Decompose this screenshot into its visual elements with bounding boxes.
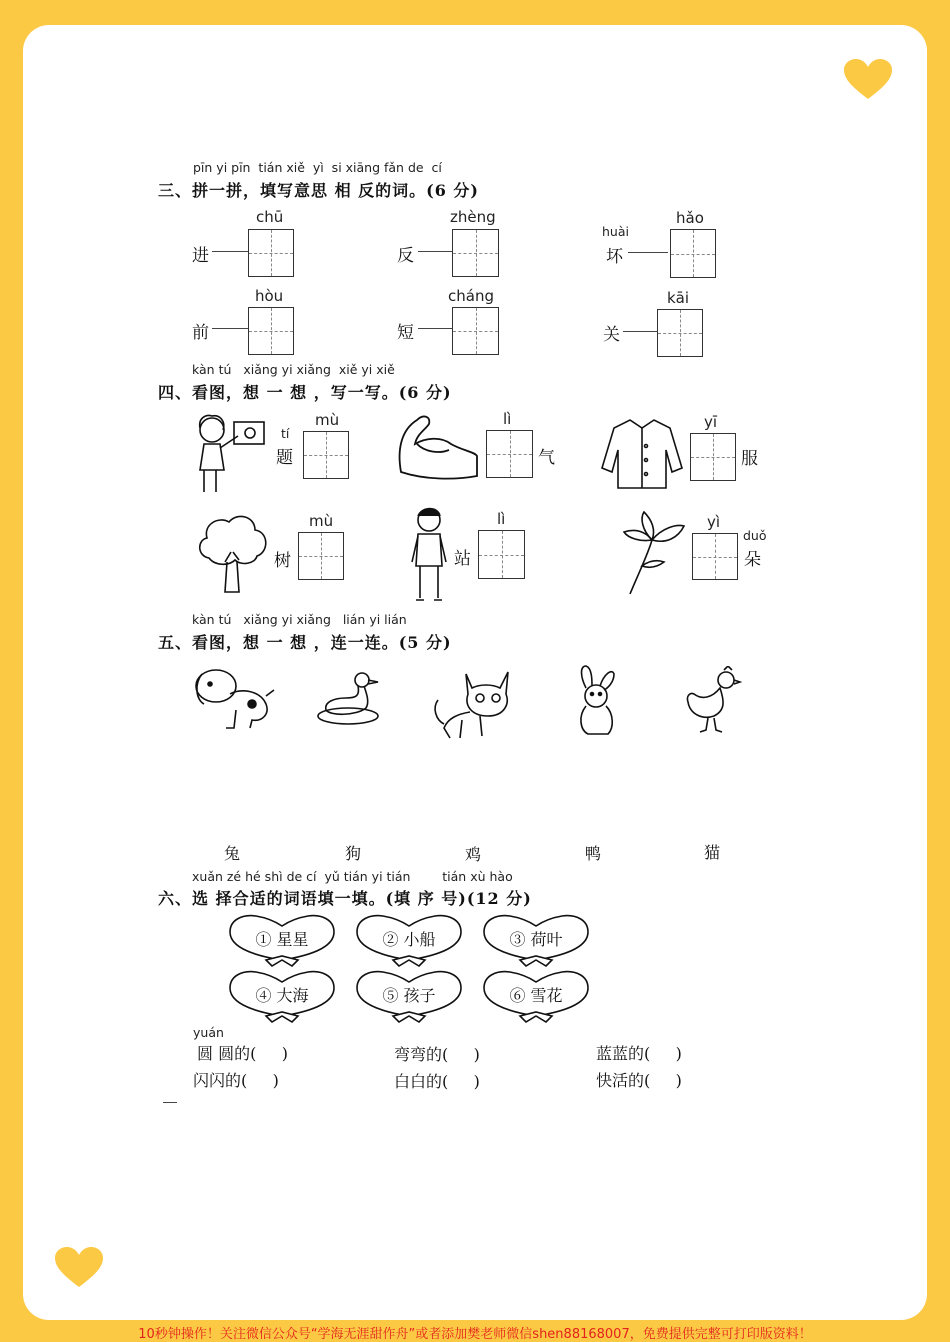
- section3-pinyin: pīn yi pīn tián xiě yì si xiāng fǎn de cí: [193, 160, 442, 175]
- s4-before-char: 站: [454, 549, 471, 569]
- tree-picture: [195, 512, 271, 596]
- divider: [163, 1102, 177, 1103]
- cat-picture: [430, 664, 520, 742]
- s3-answer-pinyin: kāi: [667, 289, 690, 307]
- option-label: ④ 大海: [255, 986, 309, 1005]
- option-tag: [226, 968, 338, 1024]
- connector-line: [212, 251, 248, 252]
- s3-word: 坏: [606, 247, 623, 267]
- answer-box[interactable]: [690, 433, 736, 481]
- duck-picture: [316, 668, 382, 726]
- answer-box[interactable]: [452, 307, 499, 355]
- answer-box[interactable]: [248, 229, 294, 277]
- s3-answer-pinyin: cháng: [448, 287, 494, 305]
- fill-in-blank[interactable]: 白白的( ): [394, 1072, 480, 1091]
- standing-boy-picture: [408, 504, 450, 604]
- connector-line: [418, 328, 452, 329]
- s3-answer-pinyin: chū: [256, 208, 284, 226]
- connector-line: [418, 251, 452, 252]
- s3-word: 进: [192, 246, 209, 266]
- option-label: ② 小船: [382, 930, 436, 949]
- section4-title: 四、看图，想 一 想 ，写一写。(6 分): [158, 383, 452, 402]
- fill-in-blank[interactable]: 闪闪的( ): [193, 1071, 279, 1090]
- s4-before-pinyin: tí: [281, 426, 290, 441]
- s3-word: 反: [397, 246, 414, 266]
- fill-in-blank[interactable]: 快活的( ): [596, 1071, 682, 1090]
- option-tag: [353, 912, 465, 968]
- option-tag: [480, 912, 592, 968]
- s3-answer-pinyin: zhèng: [450, 208, 496, 226]
- answer-box[interactable]: [657, 309, 703, 357]
- s4-after-char: 气: [538, 448, 555, 468]
- s4-before-char: 树: [274, 551, 291, 571]
- section5-pinyin: kàn tú xiǎng yi xiǎng lián yi lián: [192, 612, 407, 627]
- option-label: ③ 荷叶: [509, 930, 563, 949]
- animal-word: 狗: [345, 844, 362, 863]
- s4-answer-pinyin: yī: [704, 413, 718, 431]
- section6-pinyin: xuǎn zé hé shì de cí yǔ tián yi tián tián xù hào: [192, 869, 513, 884]
- option-tag: [226, 912, 338, 968]
- option-label: ⑥ 雪花: [509, 986, 563, 1005]
- fill-in-blank[interactable]: 弯弯的( ): [394, 1045, 480, 1064]
- option-label: ⑤ 孩子: [382, 986, 436, 1005]
- s4-before-char: 题: [276, 448, 293, 468]
- s4-answer-pinyin: mù: [309, 512, 334, 530]
- animal-word: 猫: [704, 843, 721, 862]
- answer-box[interactable]: [478, 530, 525, 579]
- answer-box[interactable]: [298, 532, 344, 580]
- connector-line: [623, 331, 657, 332]
- s3-word: 前: [192, 323, 209, 343]
- section5-title: 五、看图，想 一 想 ，连一连。(5 分): [158, 633, 452, 652]
- s3-answer-pinyin: hǎo: [676, 209, 704, 227]
- dog-picture: [190, 660, 276, 732]
- s3-word: 短: [397, 323, 414, 343]
- flexed-arm-picture: [395, 410, 481, 482]
- s4-after-char: 朵: [744, 550, 761, 570]
- animal-word: 兔: [224, 844, 241, 863]
- teacher-picture: [190, 408, 270, 496]
- connector-line: [212, 328, 248, 329]
- fill-in-blank[interactable]: 蓝蓝的( ): [596, 1044, 682, 1063]
- rabbit-picture: [570, 664, 622, 738]
- lily-flower-picture: [622, 510, 686, 598]
- connector-line: [628, 252, 668, 253]
- answer-box[interactable]: [692, 533, 738, 580]
- answer-box[interactable]: [248, 307, 294, 355]
- heart-icon: [53, 1245, 105, 1289]
- s4-after-char: 服: [741, 449, 758, 469]
- heart-icon: [842, 57, 894, 101]
- jacket-picture: [600, 416, 684, 490]
- s3-word: 关: [603, 325, 620, 345]
- answer-box[interactable]: [486, 430, 533, 478]
- s3-word-pinyin: huài: [602, 224, 629, 239]
- fill-in-blank[interactable]: 圆 圆的( ): [197, 1044, 289, 1063]
- s4-answer-pinyin: mù: [315, 411, 340, 429]
- s4-answer-pinyin: lì: [503, 410, 512, 428]
- section4-pinyin: kàn tú xiǎng yi xiǎng xiě yi xiě: [192, 362, 395, 377]
- answer-box[interactable]: [452, 229, 499, 277]
- s4-answer-pinyin: yì: [707, 513, 721, 531]
- yuan-pinyin: yuán: [193, 1025, 224, 1040]
- s4-after-pinyin: duǒ: [743, 528, 767, 543]
- option-tag: [353, 968, 465, 1024]
- option-label: ① 星星: [255, 930, 309, 949]
- animal-word: 鸡: [465, 845, 482, 864]
- s3-answer-pinyin: hòu: [255, 287, 284, 305]
- footer-notice: 10秒钟操作！关注微信公众号“学海无涯甜作舟”或者添加樊老师微信shen88168007，免费提供完整可打印版资料！: [138, 1327, 812, 1342]
- chicken-picture: [684, 666, 742, 736]
- section6-title: 六、选 择合适的词语填一填。(填 序 号)(12 分): [158, 889, 532, 908]
- option-tag: [480, 968, 592, 1024]
- answer-box[interactable]: [670, 229, 716, 278]
- answer-box[interactable]: [303, 431, 349, 479]
- animal-word: 鸭: [585, 844, 602, 863]
- s4-answer-pinyin: lì: [497, 510, 506, 528]
- section3-title: 三、拼一拼，填写意思 相 反的词。(6 分): [158, 181, 479, 200]
